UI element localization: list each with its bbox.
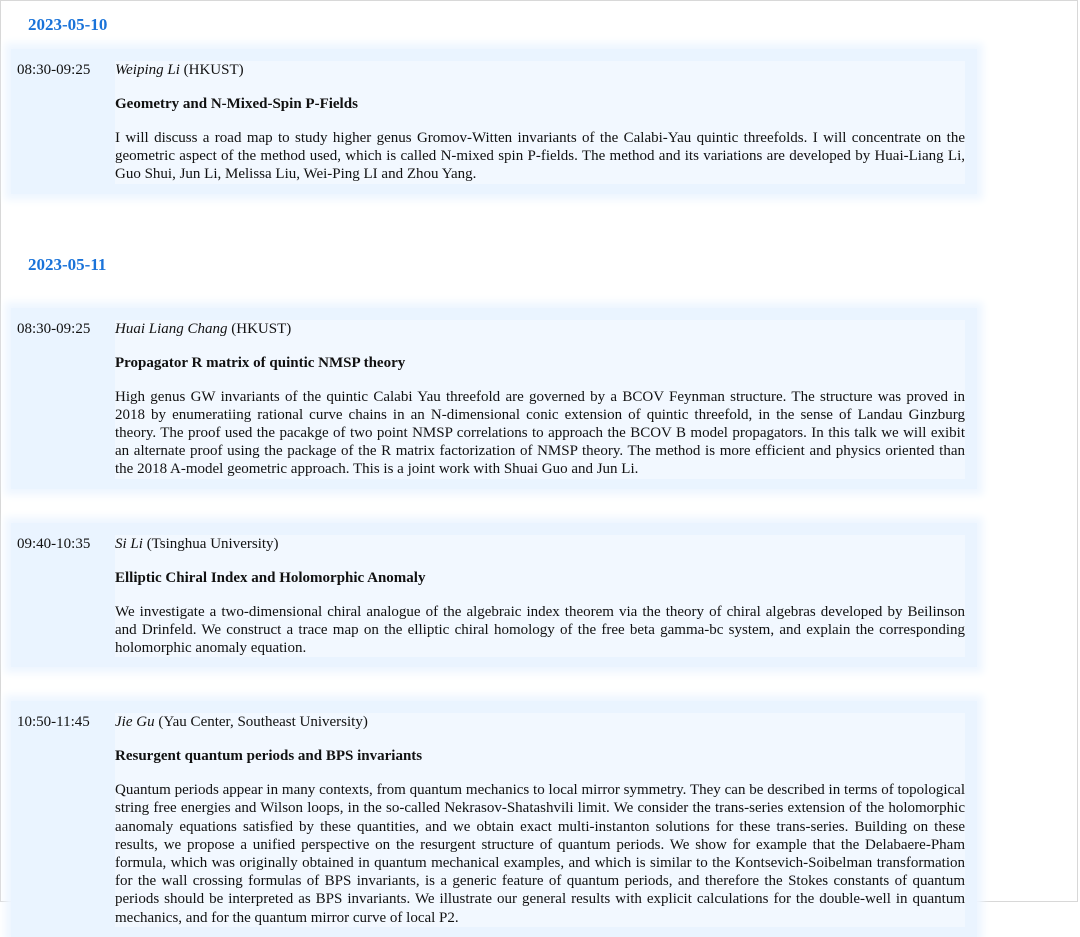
speaker-name: Jie Gu bbox=[115, 714, 155, 731]
talk-time: 10:50-11:45 bbox=[17, 714, 90, 731]
talk-entry bbox=[11, 701, 977, 937]
speaker-name: Weiping Li bbox=[115, 62, 180, 78]
talk-entry bbox=[11, 308, 977, 489]
talk-speaker bbox=[115, 320, 965, 338]
talk-content bbox=[115, 61, 965, 184]
talk-content bbox=[115, 713, 965, 927]
talk-title: Propagator R matrix of quintic NMSP theory bbox=[115, 354, 406, 371]
talk-abstract: High genus GW invariants of the quintic Calabi Yau threefold are governed by a BCOV Feynman structure. The structure was proved in 2018 by enumeratiing rational curve chains in an N-dimensional conic extension of quintic threefold, in the sense of Landau Ginzburg theory. The proof used the pacakge of two point NMSP correlations to approach the BCOV B model propagators. In this talk we will exibit an alternate proof using the package of the R matrix factorization of NMSP theory. The method is more efficient and physics oriented than the 2018 A-model geometric approach. This is a joint work with Shuai Guo and Jun Li. bbox=[115, 388, 965, 478]
talk-title: Geometry and N-Mixed-Spin P-Fields bbox=[115, 96, 358, 112]
day-date: 2023-05-10 bbox=[28, 15, 108, 34]
speaker-name: Huai Liang Chang bbox=[115, 320, 228, 337]
day-date: 2023-05-11 bbox=[28, 254, 107, 274]
talk-entry bbox=[11, 523, 977, 668]
speaker-affiliation: (Tsinghua University) bbox=[146, 535, 279, 552]
talk-content bbox=[115, 535, 965, 658]
talk-speaker bbox=[115, 61, 965, 79]
talk-time: 08:30-09:25 bbox=[17, 62, 91, 78]
talk-time: 09:40-10:35 bbox=[17, 535, 91, 552]
talk-content bbox=[115, 320, 965, 479]
talk-title: Elliptic Chiral Index and Holomorphic Anomaly bbox=[115, 569, 426, 586]
speaker-affiliation: (HKUST) bbox=[231, 320, 292, 337]
speaker-affiliation: (Yau Center, Southeast University) bbox=[158, 714, 368, 731]
day-section bbox=[1, 228, 1077, 937]
talk-speaker bbox=[115, 713, 965, 731]
day-section bbox=[1, 1, 1077, 194]
talk-entry bbox=[11, 49, 977, 194]
talk-abstract: We investigate a two-dimensional chiral analogue of the algebraic index theorem via the theory of chiral algebras developed by Beilinson and Drinfeld. We construct a trace map on the elliptic chiral homology of the free beta gamma-bc system, and explain the corresponding holomorphic anomaly equation. bbox=[115, 603, 965, 657]
talk-abstract: I will discuss a road map to study higher genus Gromov-Witten invariants of the Calabi-Yau quintic threefolds. I will concentrate on the geometric aspect of the method used, which is called N-mixed spin P-fields. The method and its variations are developed by Huai-Liang Li, Guo Shui, Jun Li, Melissa Liu, Wei-Ping LI and Zhou Yang. bbox=[115, 130, 965, 183]
talk-abstract: Quantum periods appear in many contexts, from quantum mechanics to local mirror symmetry. They can be described in terms of topological string free energies and Wilson loops, in the so-called Nekrasov-Shatashvili limit. We consider the trans-series extension of the holomorphic aanomaly equations satisfied by these quantities, and we obtain exact multi-instanton solutions for these trans-series. Building on these results, we propose a unified perspective on the resurgent structure of quantum periods. We show for example that the Delabaere-Pham formula, which was originally obtained in quantum mechanical examples, and which is similar to the Kontsevich-Soibelman transformation for the wall crossing formulas of BPS invariants, is a generic feature of quantum periods, and therefore the Stokes constants of quantum periods should be interpreted as BPS invariants. We illustrate our general results with explicit calculations for the double-well in quantum mechanics, and for the quantum mirror curve of local P2. bbox=[115, 782, 965, 926]
talk-time: 08:30-09:25 bbox=[17, 320, 91, 337]
talk-title: Resurgent quantum periods and BPS invariants bbox=[115, 748, 423, 765]
talk-speaker bbox=[115, 535, 965, 553]
speaker-name: Si Li bbox=[115, 535, 143, 552]
speaker-affiliation: (HKUST) bbox=[183, 62, 244, 78]
